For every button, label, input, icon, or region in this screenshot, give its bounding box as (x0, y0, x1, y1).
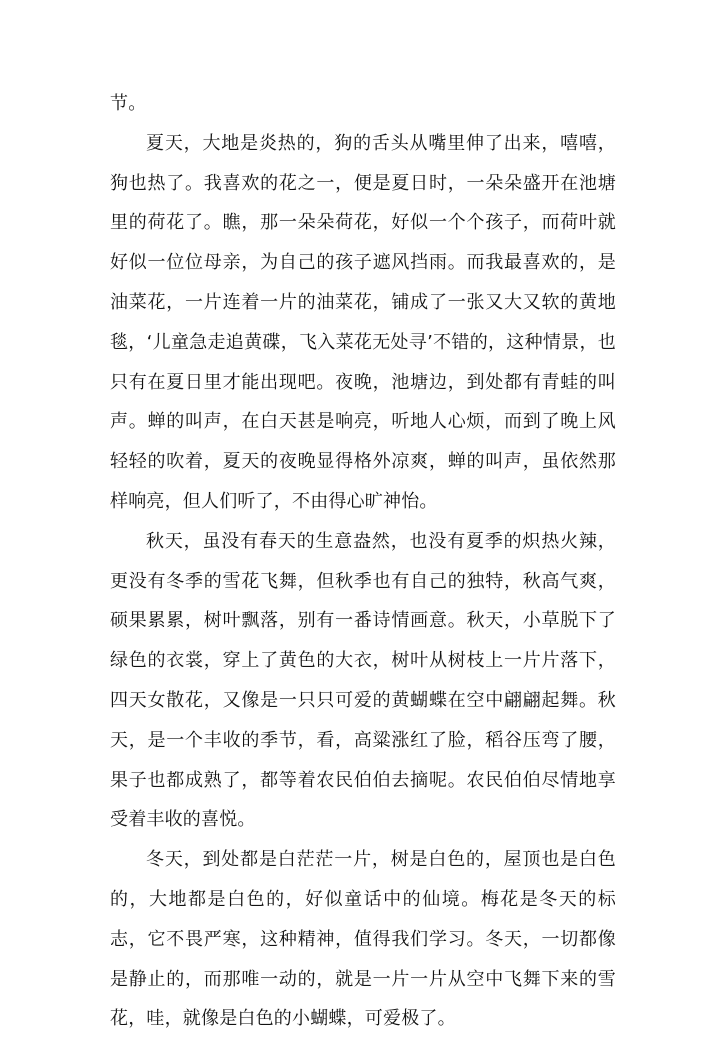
paragraph-autumn: 秋天，虽没有春天的生意盎然，也没有夏季的炽热火辣，更没有冬季的雪花飞舞，但秋季也有自己的独特，秋高气爽，硕果累累，树叶飘落，别有一番诗情画意。秋天，小草脱下了绿色的衣裳，穿上了黄色的大衣，树叶从树枝上一片片落下，四天女散花，又像是一只只可爱的黄蝴蝶在空中翩翩起舞。秋天，是一个丰收的季节，看，高粱涨红了脸，稻谷压弯了腰，果子也都成熟了，都等着农民伯伯去摘呢。农民伯伯尽情地享受着丰收的喜悦。 (110, 530, 616, 831)
paragraph-summer: 夏天，大地是炎热的，狗的舌头从嘴里伸了出来，嘻嘻，狗也热了。我喜欢的花之一，便是夏日时，一朵朵盛开在池塘里的荷花了。瞧，那一朵朵荷花，好似一个个孩子，而荷叶就好似一位位母亲，为自己的孩子遮风挡雨。而我最喜欢的，是油菜花，一片连着一片的油菜花，铺成了一张又大又软的黄地毯，‘儿童急走追黄碟，飞入菜花无处寻’不错的，这种情景，也只有在夏日里才能出现吧。夜晚，池塘边，到处都有青蛙的叫声。蝉的叫声，在白天甚是响亮，听地人心烦，而到了晚上风轻轻的吹着，夏天的夜晚显得格外凉爽，蝉的叫声，虽依然那样响亮，但人们听了，不由得心旷神怡。 (110, 132, 616, 512)
essay-body (110, 84, 616, 1039)
paragraph-continuation: 节。 (110, 93, 147, 114)
paragraph-winter: 冬天，到处都是白茫茫一片，树是白色的，屋顶也是白色的，大地都是白色的，好似童话中的仙境。梅花是冬天的标志，它不畏严寒，这种精神，值得我们学习。冬天，一切都像是静止的，而那唯一动的，就是一片一片从空中飞舞下来的雪花，哇，就像是白色的小蝴蝶，可爱极了。 (110, 849, 616, 1030)
